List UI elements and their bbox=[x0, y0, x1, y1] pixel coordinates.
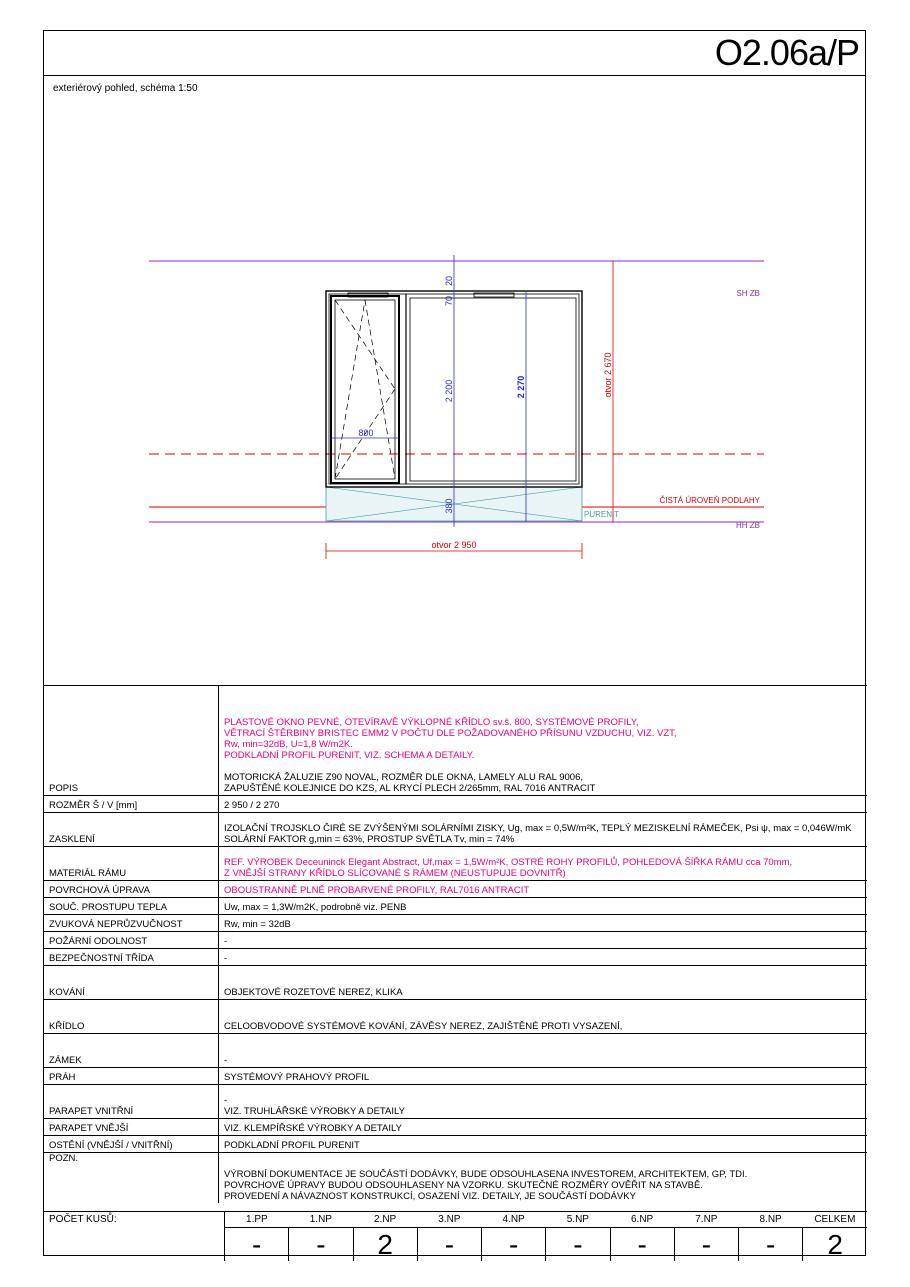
spec-value-line: PROVEDENÍ A NÁVAZNOST KONSTRUKCÍ, OSAZENÍ VIZ. DETAILY, JE SOUČÁSTÍ DODÁVKY bbox=[224, 1190, 636, 1202]
window-elevation-drawing bbox=[44, 75, 867, 685]
spec-value-line: SOLÁRNÍ FAKTOR g,min = 63%, PROSTUP SVĚTLA Tv, min = 74% bbox=[224, 834, 515, 845]
floor-header: 2.NP bbox=[353, 1212, 417, 1228]
spec-row bbox=[44, 1153, 867, 1203]
spec-row bbox=[44, 1136, 867, 1153]
spec-value-line: VĚTRACÍ ŠTĚRBINY BRISTEC EMM2 V POČTU DLE POŽADOVANÉHO PŘÍSUNU VZDUCHU, VIZ. VZT, bbox=[224, 728, 677, 739]
spec-label: POŽÁRNÍ ODOLNOST bbox=[44, 932, 219, 949]
floor-quantity: - bbox=[417, 1228, 481, 1262]
spec-label: SOUČ. PROSTUPU TEPLA bbox=[44, 898, 219, 915]
quantity-table bbox=[44, 1211, 867, 1261]
level-floor-label: ČISTÁ ÚROVEŇ PODLAHY bbox=[659, 496, 760, 505]
quantity-label: POČET KUSŮ: bbox=[44, 1212, 225, 1262]
spec-value-line: VÝROBNÍ DOKUMENTACE JE SOUČÁSTÍ DODÁVKY, BUDE ODSOUHLASENA INVESTOREM, ARCHITEKTEM, GP, TDI. bbox=[224, 1168, 748, 1180]
floor-header: CELKEM bbox=[803, 1212, 867, 1228]
spec-label: PRÁH bbox=[44, 1068, 219, 1085]
view-caption: exteriérový pohled, schéma 1:50 bbox=[53, 83, 198, 94]
spec-label: ZASKLENÍ bbox=[44, 813, 219, 847]
floor-quantity: - bbox=[739, 1228, 803, 1262]
spec-row bbox=[44, 932, 867, 949]
spec-value-line: Uw, max = 1,3W/m2K, podrobně viz. PENB bbox=[224, 902, 407, 913]
spec-row bbox=[44, 1068, 867, 1085]
spec-label: ROZMĚR Š / V [mm] bbox=[44, 796, 219, 813]
spec-row bbox=[44, 1119, 867, 1136]
spec-value bbox=[219, 1000, 868, 1034]
spec-row bbox=[44, 847, 867, 881]
spec-value bbox=[219, 932, 868, 949]
spec-value bbox=[219, 1034, 868, 1068]
spec-value-line: Rw, min=32dB, U=1,8 W/m2K. bbox=[224, 739, 353, 750]
floor-header: 7.NP bbox=[674, 1212, 738, 1228]
floor-header: 8.NP bbox=[739, 1212, 803, 1228]
spec-value-line: MOTORICKÁ ŽALUZIE Z90 NOVAL, ROZMĚR DLE OKNA, LAMELY ALU RAL 9006, bbox=[224, 772, 584, 783]
spec-value-line: - bbox=[224, 1055, 228, 1066]
spec-label: KOVÁNÍ bbox=[44, 966, 219, 1000]
spec-value-line bbox=[224, 761, 862, 772]
spec-label: PARAPET VNĚJŠÍ bbox=[44, 1119, 219, 1136]
spec-label: BEZPEČNOSTNÍ TŘÍDA bbox=[44, 949, 219, 966]
spec-value-line: - bbox=[224, 936, 228, 947]
spec-value-line: REF. VÝROBEK Deceuninck Elegant Abstract, Uf,max = 1,5W/m²K, OSTRÉ ROHY PROFILŮ, POHLEDOVÁ ŠÍŘKA RÁMU cca 70mm, bbox=[224, 857, 793, 868]
spec-row bbox=[44, 1085, 867, 1119]
dim-top-70: 70 bbox=[444, 295, 454, 307]
specification-table bbox=[44, 685, 867, 1203]
floor-header: 5.NP bbox=[546, 1212, 610, 1228]
spec-row bbox=[44, 966, 867, 1000]
spec-value bbox=[219, 796, 868, 813]
spec-value bbox=[219, 1153, 868, 1203]
drawing-sheet bbox=[43, 30, 866, 1260]
floor-header: 4.NP bbox=[482, 1212, 546, 1228]
spec-value-line: PODKLADNÍ PROFIL PURENIT bbox=[224, 1140, 360, 1151]
floor-quantity: - bbox=[546, 1228, 610, 1262]
spec-value bbox=[219, 1085, 868, 1119]
spec-value-line: ZAPUŠTĚNÉ KOLEJNICE DO KZS, AL KRYCÍ PLECH 2/265mm, RAL 7016 ANTRACIT bbox=[224, 783, 596, 794]
floor-quantity: 2 bbox=[803, 1228, 867, 1262]
spec-value-line: SYSTÉMOVÝ PRAHOVÝ PROFIL bbox=[224, 1072, 370, 1083]
title-row bbox=[44, 31, 865, 76]
spec-value bbox=[219, 1136, 868, 1153]
quantity-header-row bbox=[44, 1212, 867, 1228]
spec-value-line: Rw, min = 32dB bbox=[224, 919, 291, 930]
spec-label: MATERIÁL RÁMU bbox=[44, 847, 219, 881]
spec-value bbox=[219, 915, 868, 932]
floor-quantity: - bbox=[482, 1228, 546, 1262]
spec-label: OSTĚNÍ (VNĚJŠÍ / VNITŘNÍ) bbox=[44, 1136, 219, 1153]
spec-value-line: PODKLADNÍ PROFIL PURENIT, VIZ. SCHEMA A DETAILY. bbox=[224, 750, 475, 761]
floor-quantity: - bbox=[289, 1228, 353, 1262]
spec-row bbox=[44, 898, 867, 915]
spec-row bbox=[44, 1034, 867, 1068]
dim-bottom-380: 380 bbox=[444, 498, 454, 514]
floor-quantity: 2 bbox=[353, 1228, 417, 1262]
spec-value-line: OBJEKTOVÉ ROZETOVÉ NEREZ, KLIKA bbox=[224, 987, 403, 998]
spec-label: POPIS bbox=[44, 686, 219, 796]
spec-value-line: OBOUSTRANNĚ PLNĚ PROBARVENÉ PROFILY, RAL7016 ANTRACIT bbox=[224, 885, 530, 896]
spec-value bbox=[219, 1068, 868, 1085]
spec-value-line: PLASTOVÉ OKNO PEVNÉ, OTEVÍRAVĚ VÝKLOPNÉ KŘÍDLO sv.š. 800, SYSTÉMOVÉ PROFILY, bbox=[224, 717, 639, 728]
floor-header: 1.NP bbox=[289, 1212, 353, 1228]
dim-opening-width: otvor 2 950 bbox=[431, 540, 477, 550]
dim-total-height: 2 270 bbox=[516, 375, 526, 399]
spec-value-line: - bbox=[224, 953, 228, 964]
spec-value bbox=[219, 813, 868, 847]
spec-row bbox=[44, 813, 867, 847]
spec-value-line: POVRCHOVÉ ÚPRAVY BUDOU ODSOUHLASENY NA VZORKU. SKUTEČNÉ ROZMĚRY OVĚŘIT NA STAVBĚ. bbox=[224, 1179, 703, 1191]
spec-label: KŘÍDLO bbox=[44, 1000, 219, 1034]
spec-value-line: CELOOBVODOVÉ SYSTÉMOVÉ KOVÁNÍ, ZÁVĚSY NEREZ, ZAJIŠTĚNÉ PROTI VYSAZENÍ, bbox=[224, 1021, 623, 1032]
spec-label: POZN. bbox=[44, 1153, 219, 1203]
spec-row bbox=[44, 796, 867, 813]
floor-header: 3.NP bbox=[417, 1212, 481, 1228]
spec-value bbox=[219, 881, 868, 898]
sheet-code: O2.06a/P bbox=[714, 32, 859, 73]
spec-value-line: VIZ. KLEMPÍŘSKÉ VÝROBKY A DETAILY bbox=[224, 1123, 402, 1134]
spec-label: POVRCHOVÁ ÚPRAVA bbox=[44, 881, 219, 898]
spec-row bbox=[44, 1000, 867, 1034]
spec-value bbox=[219, 966, 868, 1000]
floor-quantity: - bbox=[674, 1228, 738, 1262]
floor-quantity: - bbox=[610, 1228, 674, 1262]
dim-top-20: 20 bbox=[444, 275, 454, 287]
spec-label: ZÁMEK bbox=[44, 1034, 219, 1068]
spec-label: PARAPET VNITŘNÍ bbox=[44, 1085, 219, 1119]
spec-value bbox=[219, 1119, 868, 1136]
spec-row bbox=[44, 915, 867, 932]
spec-value-line: VIZ. TRUHLÁŘSKÉ VÝROBKY A DETAILY bbox=[224, 1106, 405, 1117]
spec-label: ZVUKOVÁ NEPRŮZVUČNOST bbox=[44, 915, 219, 932]
level-hh-label: HH ZB bbox=[736, 521, 760, 530]
spec-value bbox=[219, 847, 868, 881]
spec-value-line: Z VNĚJŠÍ STRANY KŘÍDLO SLÍCOVANÉ S RÁMEM (NEUSTUPUJE DOVNITŘ) bbox=[224, 868, 566, 879]
floor-header: 6.NP bbox=[610, 1212, 674, 1228]
dim-sash-width: 800 bbox=[358, 428, 374, 438]
spec-value-line: IZOLAČNÍ TROJSKLO ČIRÉ SE ZVÝŠENÝMI SOLÁRNÍMI ZISKY, Ug, max = 0,5W/m²K, TEPLÝ MEZISKELNÍ RÁMEČEK, Psi ψ, max = 0,046W/mK bbox=[224, 823, 852, 834]
spec-value bbox=[219, 686, 868, 796]
floor-header: 1.PP bbox=[225, 1212, 289, 1228]
spec-value-line: - bbox=[224, 1095, 228, 1106]
spec-row bbox=[44, 686, 867, 796]
level-sh-label: SH ZB bbox=[736, 289, 760, 298]
spec-row bbox=[44, 949, 867, 966]
dim-opening-height: otvor 2 670 bbox=[603, 352, 613, 398]
spec-row bbox=[44, 881, 867, 898]
spec-value bbox=[219, 949, 868, 966]
dim-window-height: 2 200 bbox=[444, 379, 454, 403]
spec-value bbox=[219, 898, 868, 915]
floor-quantity: - bbox=[225, 1228, 289, 1262]
spec-value-line: 2 950 / 2 270 bbox=[224, 800, 280, 811]
purenit-label: PURENIT bbox=[584, 510, 620, 519]
